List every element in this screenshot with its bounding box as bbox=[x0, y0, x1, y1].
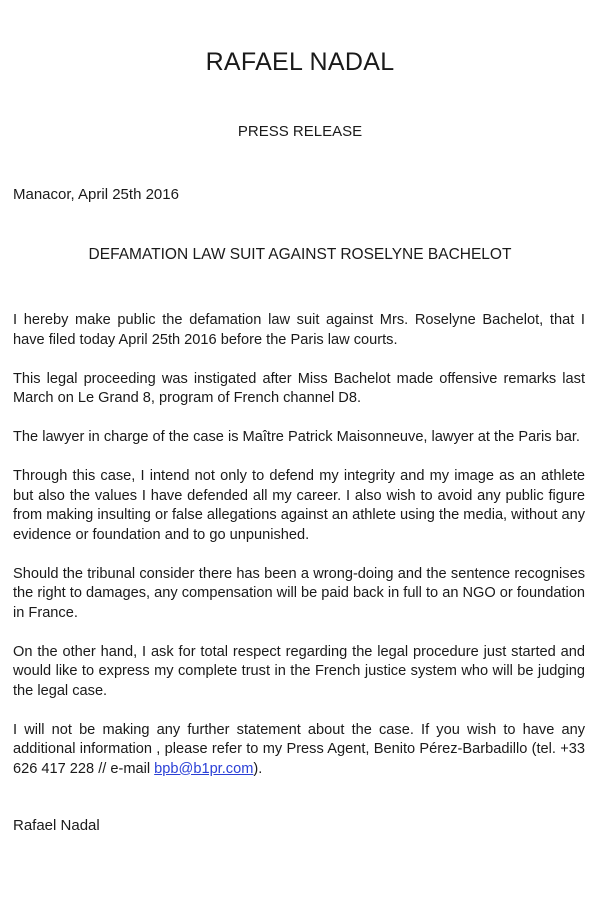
contact-text: I will not be making any further statement about the case. If you wish to have any additional information , please refer to my Press Agent, Benito Pérez-Barbadillo (tel. +33 626 417 228 // e-mail bbox=[13, 721, 585, 777]
email-link[interactable]: bpb@b1pr.com bbox=[154, 760, 254, 777]
paragraph-5: Should the tribunal consider there has been a wrong-doing and the sentence recognises the right to damages, any compensation will be paid back in full to an NGO or foundation in France. bbox=[13, 565, 585, 621]
document-type: PRESS RELEASE bbox=[237, 123, 363, 140]
paragraph-3: The lawyer in charge of the case is Maître Patrick Maisonneuve, lawyer at the Paris bar. bbox=[13, 429, 580, 445]
signature: Rafael Nadal bbox=[13, 817, 100, 834]
paragraph-4: Through this case, I intend not only to defend my integrity and my image as an athlete but also the values I have defended all my career. I also wish to avoid any public figure from making insulting or false allegations against an athlete using the media, without any evidence or foundation and to go unpunished. bbox=[13, 468, 585, 543]
page-title: RAFAEL NADAL bbox=[205, 48, 395, 76]
paragraph-6: On the other hand, I ask for total respect regarding the legal procedure just started and would like to express my complete trust in the French justice system who will be judging the legal case. bbox=[13, 643, 585, 699]
contact-text-end: ). bbox=[253, 760, 263, 777]
paragraph-1: I hereby make public the defamation law suit against Mrs. Roselyne Bachelot, that I have filed today April 25th 2016 before the Paris law courts. bbox=[13, 312, 585, 348]
contact-paragraph bbox=[13, 721, 585, 780]
paragraph-2: This legal proceeding was instigated after Miss Bachelot made offensive remarks last March on Le Grand 8, program of French channel D8. bbox=[13, 370, 585, 406]
headline: DEFAMATION LAW SUIT AGAINST ROSELYNE BACHELOT bbox=[88, 246, 512, 263]
body-text bbox=[13, 311, 585, 799]
dateline: Manacor, April 25th 2016 bbox=[13, 186, 179, 203]
